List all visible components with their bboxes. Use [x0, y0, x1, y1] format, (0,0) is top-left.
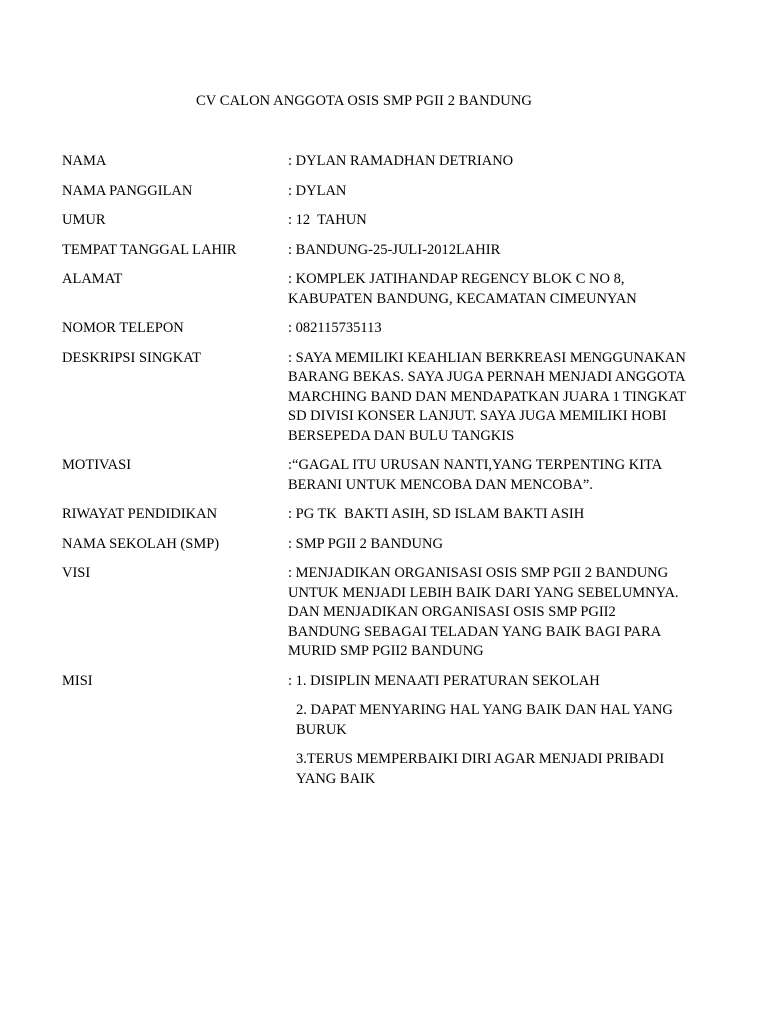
row-visi: [62, 564, 712, 662]
value-ttl: : BANDUNG-25-JULI-2012LAHIR: [288, 241, 501, 258]
cv-table: [62, 152, 712, 799]
value-telepon: : 082115735113: [288, 320, 382, 336]
row-misi: [62, 672, 712, 790]
misi-item-1: : 1. DISIPLIN MENAATI PERATURAN SEKOLAH: [288, 672, 600, 689]
value-visi: : MENJADIKAN ORGANISASI OSIS SMP PGII 2 BANDUNG UNTUK MENJADI LEBIH BAIK DARI YANG SEBELUMNYA. DAN MENJADIKAN ORGANISASI OSIS SMP PGII2 BANDUNG SEBAGAI TELADAN YANG BAIK BAGI PARA MURID SMP PGII2 BANDUNG: [288, 565, 679, 659]
value-motivasi: :“GAGAL ITU URUSAN NANTI,YANG TERPENTING KITA BERANI UNTUK MENCOBA DAN MENCOBA”.: [288, 457, 662, 493]
row-ttl: [62, 241, 712, 261]
row-umur: [62, 211, 712, 231]
misi-item-2: 2. DAPAT MENYARING HAL YANG BAIK DAN HAL YANG BURUK: [296, 702, 673, 738]
value-nama: : DYLAN RAMADHAN DETRIANO: [288, 153, 514, 169]
value-umur: : 12 TAHUN: [288, 212, 367, 228]
label-umur: UMUR: [62, 212, 106, 228]
label-telepon: NOMOR TELEPON: [62, 320, 184, 336]
value-alamat: : KOMPLEK JATIHANDAP REGENCY BLOK C NO 8, KABUPATEN BANDUNG, KECAMATAN CIMEUNYAN: [288, 271, 637, 307]
misi-item-3: 3.TERUS MEMPERBAIKI DIRI AGAR MENJADI PRIBADI YANG BAIK: [296, 751, 665, 787]
row-telepon: [62, 319, 712, 339]
value-misi: [288, 672, 688, 790]
row-motivasi: [62, 456, 712, 495]
label-sekolah: NAMA SEKOLAH (SMP): [62, 535, 220, 552]
value-sekolah: : SMP PGII 2 BANDUNG: [288, 535, 443, 552]
label-misi: MISI: [62, 672, 93, 689]
row-panggilan: [62, 182, 712, 202]
label-alamat: ALAMAT: [62, 271, 123, 287]
label-panggilan: NAMA PANGGILAN: [62, 182, 193, 199]
value-deskripsi: : SAYA MEMILIKI KEAHLIAN BERKREASI MENGGUNAKAN BARANG BEKAS. SAYA JUGA PERNAH MENJADI ANGGOTA MARCHING BAND DAN MENDAPATKAN JUARA 1 TINGKAT SD DIVISI KONSER LANJUT. SAYA JUGA MEMILIKI HOBI BERSEPEDA DAN BULU TANGKIS: [288, 349, 686, 444]
label-ttl: TEMPAT TANGGAL LAHIR: [62, 241, 237, 258]
row-alamat: [62, 270, 712, 309]
row-sekolah: [62, 535, 712, 555]
value-panggilan: : DYLAN: [288, 182, 347, 199]
row-deskripsi: [62, 349, 712, 447]
row-riwayat: [62, 505, 712, 525]
label-riwayat: RIWAYAT PENDIDIKAN: [62, 506, 218, 522]
value-riwayat: : PG TK BAKTI ASIH, SD ISLAM BAKTI ASIH: [288, 506, 585, 522]
label-nama: NAMA: [62, 153, 107, 169]
label-motivasi: MOTIVASI: [62, 457, 132, 473]
label-deskripsi: DESKRIPSI SINGKAT: [62, 349, 201, 366]
page-title: CV CALON ANGGOTA OSIS SMP PGII 2 BANDUNG: [196, 93, 532, 109]
row-nama: [62, 152, 712, 172]
label-visi: VISI: [62, 565, 91, 581]
